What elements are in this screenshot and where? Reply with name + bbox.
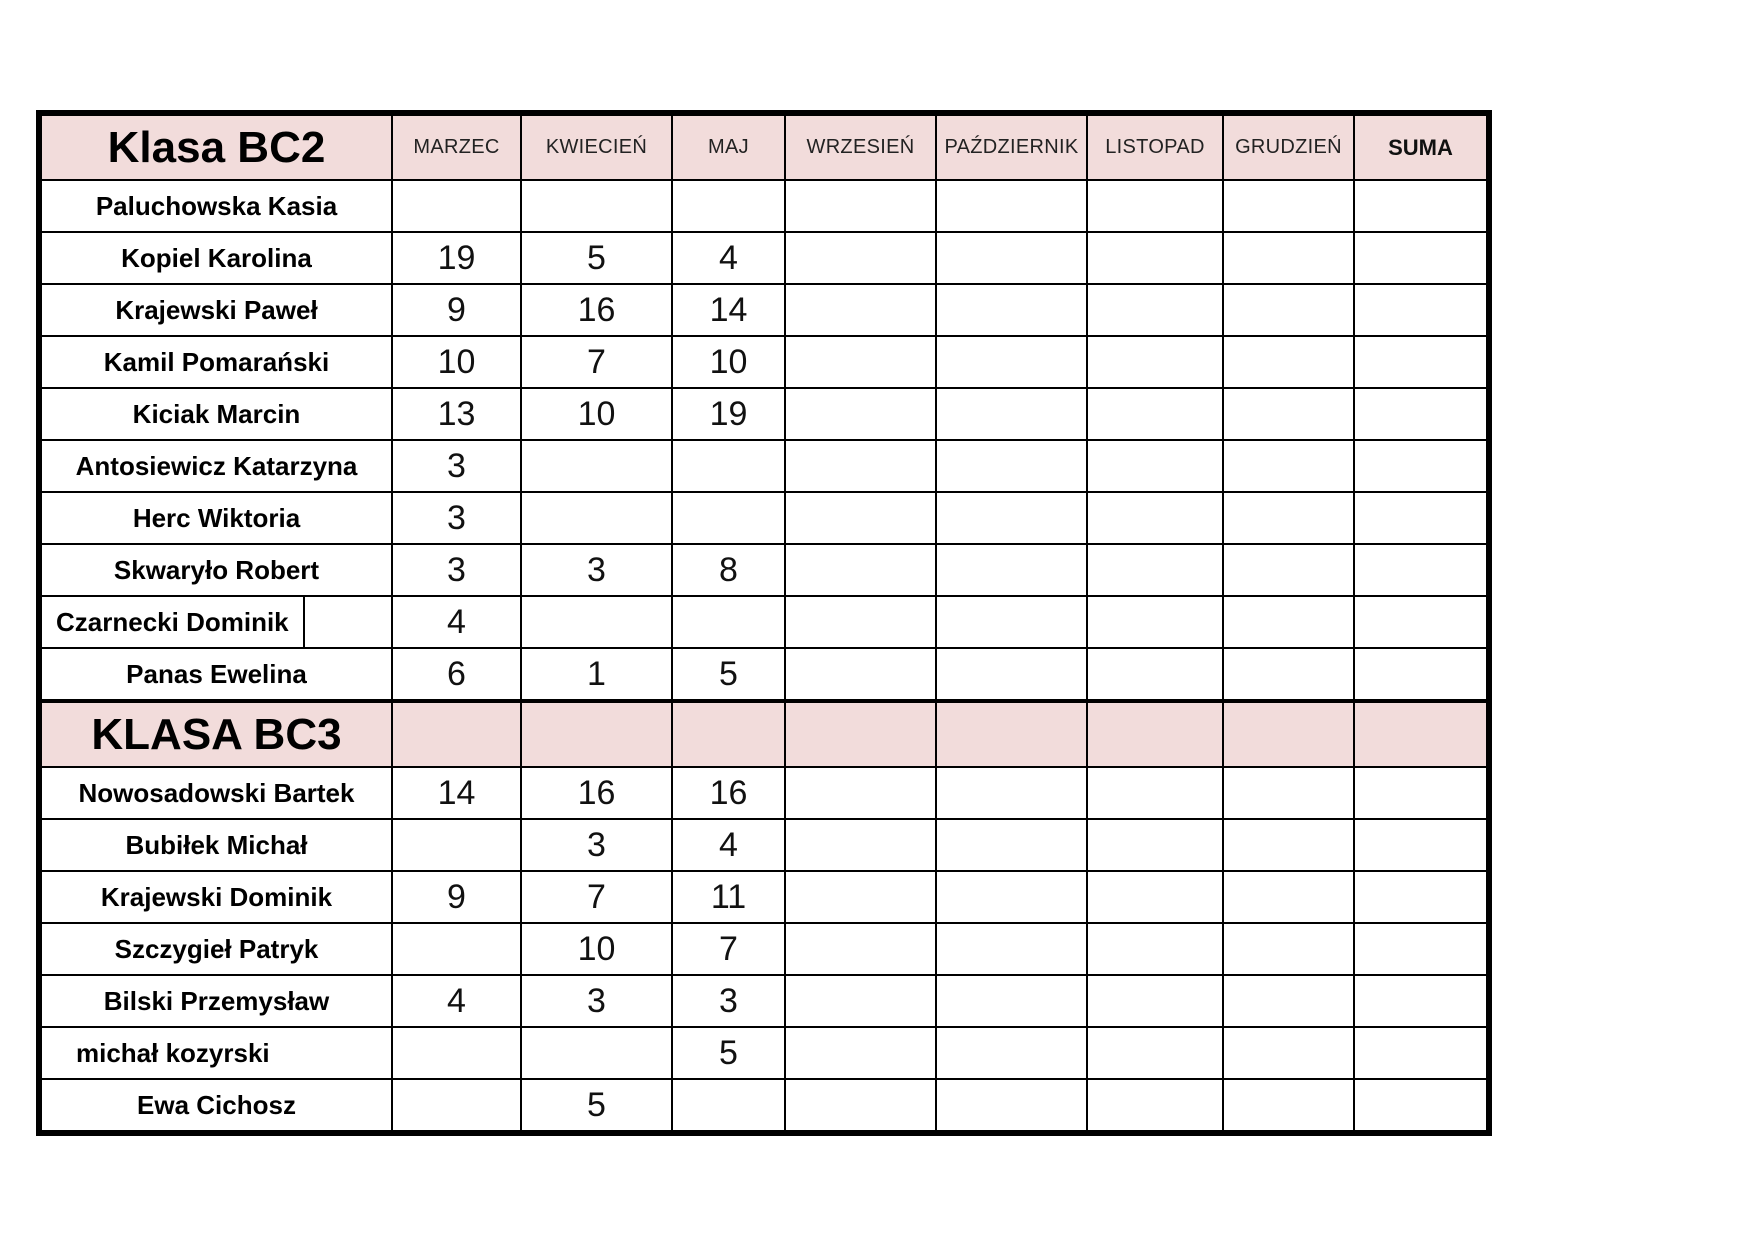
score-cell [785,596,936,648]
score-cell [1087,336,1223,388]
score-cell [1087,819,1223,871]
score-cell [521,596,672,648]
cell-divider [303,597,305,647]
score-cell: 7 [672,923,785,975]
table-row [41,440,1487,492]
score-cell [1087,284,1223,336]
score-cell: 19 [672,388,785,440]
table-row [41,180,1487,232]
class-title: KLASA BC3 [41,701,392,767]
score-cell [936,284,1087,336]
header-row [41,115,1487,180]
section-header-cell [785,701,936,767]
score-cell: 9 [392,871,521,923]
score-cell: 8 [672,544,785,596]
student-name [41,596,392,648]
score-cell [1223,492,1354,544]
score-cell [1087,232,1223,284]
score-cell [1223,180,1354,232]
month-header: GRUDZIEŃ [1223,115,1354,180]
score-cell: 4 [672,819,785,871]
score-cell: 5 [672,648,785,701]
score-cell: 3 [392,544,521,596]
sum-cell [1354,544,1487,596]
sum-cell [1354,648,1487,701]
score-cell [1223,1079,1354,1131]
table-row [41,1079,1487,1131]
score-cell: 11 [672,871,785,923]
section-header-row [41,701,1487,767]
table-row [41,596,1487,648]
month-header: MAJ [672,115,785,180]
student-name-text: Czarnecki Dominik [56,606,289,637]
sum-cell [1354,596,1487,648]
score-cell [936,975,1087,1027]
score-cell [1087,388,1223,440]
score-cell [1223,819,1354,871]
score-cell [936,819,1087,871]
sum-cell [1354,388,1487,440]
section-header-cell [392,701,521,767]
score-cell: 3 [392,492,521,544]
table-row [41,232,1487,284]
score-cell: 3 [521,975,672,1027]
score-cell: 10 [392,336,521,388]
sum-cell [1354,975,1487,1027]
score-cell [392,180,521,232]
sum-cell [1354,440,1487,492]
sum-cell [1354,492,1487,544]
section-header-cell [1354,701,1487,767]
student-name: Paluchowska Kasia [41,180,392,232]
sum-header: SUMA [1354,115,1487,180]
student-name: Bubiłek Michał [41,819,392,871]
score-cell [1087,767,1223,819]
score-cell [936,596,1087,648]
score-cell: 3 [672,975,785,1027]
table-row [41,336,1487,388]
score-cell [1223,975,1354,1027]
score-cell [392,1027,521,1079]
score-cell [521,1027,672,1079]
table-row [41,284,1487,336]
score-cell: 3 [392,440,521,492]
month-header: KWIECIEŃ [521,115,672,180]
attendance-sheet [36,110,1492,1136]
score-cell [785,871,936,923]
score-cell: 6 [392,648,521,701]
score-cell [936,1079,1087,1131]
score-cell [785,1079,936,1131]
score-cell [785,767,936,819]
sum-cell [1354,923,1487,975]
month-header: MARZEC [392,115,521,180]
sum-cell [1354,1027,1487,1079]
table-row [41,923,1487,975]
score-cell [1223,923,1354,975]
score-cell [521,180,672,232]
score-cell [1087,1079,1223,1131]
score-cell [785,1027,936,1079]
student-name: Kamil Pomarański [41,336,392,388]
score-cell [1087,1027,1223,1079]
score-cell: 10 [521,923,672,975]
score-cell [1087,440,1223,492]
sum-cell [1354,284,1487,336]
score-cell: 19 [392,232,521,284]
score-cell: 10 [521,388,672,440]
student-name: Kiciak Marcin [41,388,392,440]
student-name: Herc Wiktoria [41,492,392,544]
score-cell [392,1079,521,1131]
score-cell [1223,336,1354,388]
score-cell [672,440,785,492]
section-header-cell [936,701,1087,767]
score-cell: 10 [672,336,785,388]
score-cell [785,544,936,596]
month-header: WRZESIEŃ [785,115,936,180]
score-cell: 5 [521,232,672,284]
section-header-cell [521,701,672,767]
student-name: Skwaryło Robert [41,544,392,596]
score-cell [936,180,1087,232]
score-cell [785,180,936,232]
score-cell [936,440,1087,492]
table-row [41,1027,1487,1079]
score-cell [1223,544,1354,596]
score-cell: 3 [521,544,672,596]
score-cell: 1 [521,648,672,701]
score-cell: 16 [672,767,785,819]
month-header: PAŹDZIERNIK [936,115,1087,180]
score-cell [1087,492,1223,544]
score-cell [1223,388,1354,440]
score-cell [936,544,1087,596]
score-cell [1087,596,1223,648]
score-cell: 9 [392,284,521,336]
score-cell [785,975,936,1027]
table-row [41,544,1487,596]
score-cell: 7 [521,336,672,388]
score-cell: 7 [521,871,672,923]
score-cell: 14 [672,284,785,336]
score-cell [1223,871,1354,923]
score-cell [1087,923,1223,975]
score-cell [936,871,1087,923]
score-cell [785,336,936,388]
score-cell [785,819,936,871]
score-cell [1087,180,1223,232]
score-cell [785,284,936,336]
score-cell [1087,648,1223,701]
section-header-cell [1087,701,1223,767]
score-cell [936,388,1087,440]
attendance-table [40,114,1488,1132]
score-cell [936,336,1087,388]
month-header: LISTOPAD [1087,115,1223,180]
score-cell: 3 [521,819,672,871]
sum-cell [1354,180,1487,232]
score-cell [785,388,936,440]
student-name: Antosiewicz Katarzyna [41,440,392,492]
section-header-cell [1223,701,1354,767]
score-cell: 4 [392,596,521,648]
score-cell [785,492,936,544]
score-cell [1087,871,1223,923]
score-cell [1223,1027,1354,1079]
score-cell [785,440,936,492]
score-cell [1087,544,1223,596]
table-row [41,767,1487,819]
sum-cell [1354,819,1487,871]
score-cell [1223,232,1354,284]
score-cell: 4 [392,975,521,1027]
score-cell: 16 [521,284,672,336]
score-cell [392,819,521,871]
student-name: Szczygieł Patryk [41,923,392,975]
score-cell [1223,767,1354,819]
score-cell [785,923,936,975]
score-cell [936,1027,1087,1079]
student-name: michał kozyrski [41,1027,392,1079]
score-cell [1223,648,1354,701]
student-name: Krajewski Paweł [41,284,392,336]
score-cell [785,232,936,284]
sum-cell [1354,232,1487,284]
table-row [41,388,1487,440]
score-cell: 13 [392,388,521,440]
class-title: Klasa BC2 [41,115,392,180]
score-cell [521,440,672,492]
table-row [41,819,1487,871]
score-cell [1223,284,1354,336]
score-cell [1223,596,1354,648]
score-cell [785,648,936,701]
score-cell [936,648,1087,701]
score-cell: 5 [521,1079,672,1131]
student-name: Kopiel Karolina [41,232,392,284]
table-row [41,975,1487,1027]
score-cell [936,923,1087,975]
sum-cell [1354,336,1487,388]
score-cell [1087,975,1223,1027]
score-cell [672,180,785,232]
table-row [41,648,1487,701]
student-name: Nowosadowski Bartek [41,767,392,819]
score-cell: 5 [672,1027,785,1079]
score-cell [936,492,1087,544]
score-cell: 16 [521,767,672,819]
section-header-cell [672,701,785,767]
score-cell [936,232,1087,284]
score-cell: 4 [672,232,785,284]
table-row [41,871,1487,923]
student-name: Panas Ewelina [41,648,392,701]
student-name: Krajewski Dominik [41,871,392,923]
student-name: Ewa Cichosz [41,1079,392,1131]
score-cell [672,596,785,648]
sum-cell [1354,871,1487,923]
score-cell [672,1079,785,1131]
student-name: Bilski Przemysław [41,975,392,1027]
score-cell [672,492,785,544]
sum-cell [1354,1079,1487,1131]
table-row [41,492,1487,544]
score-cell [1223,440,1354,492]
score-cell [521,492,672,544]
score-cell [936,767,1087,819]
score-cell [392,923,521,975]
sum-cell [1354,767,1487,819]
score-cell: 14 [392,767,521,819]
